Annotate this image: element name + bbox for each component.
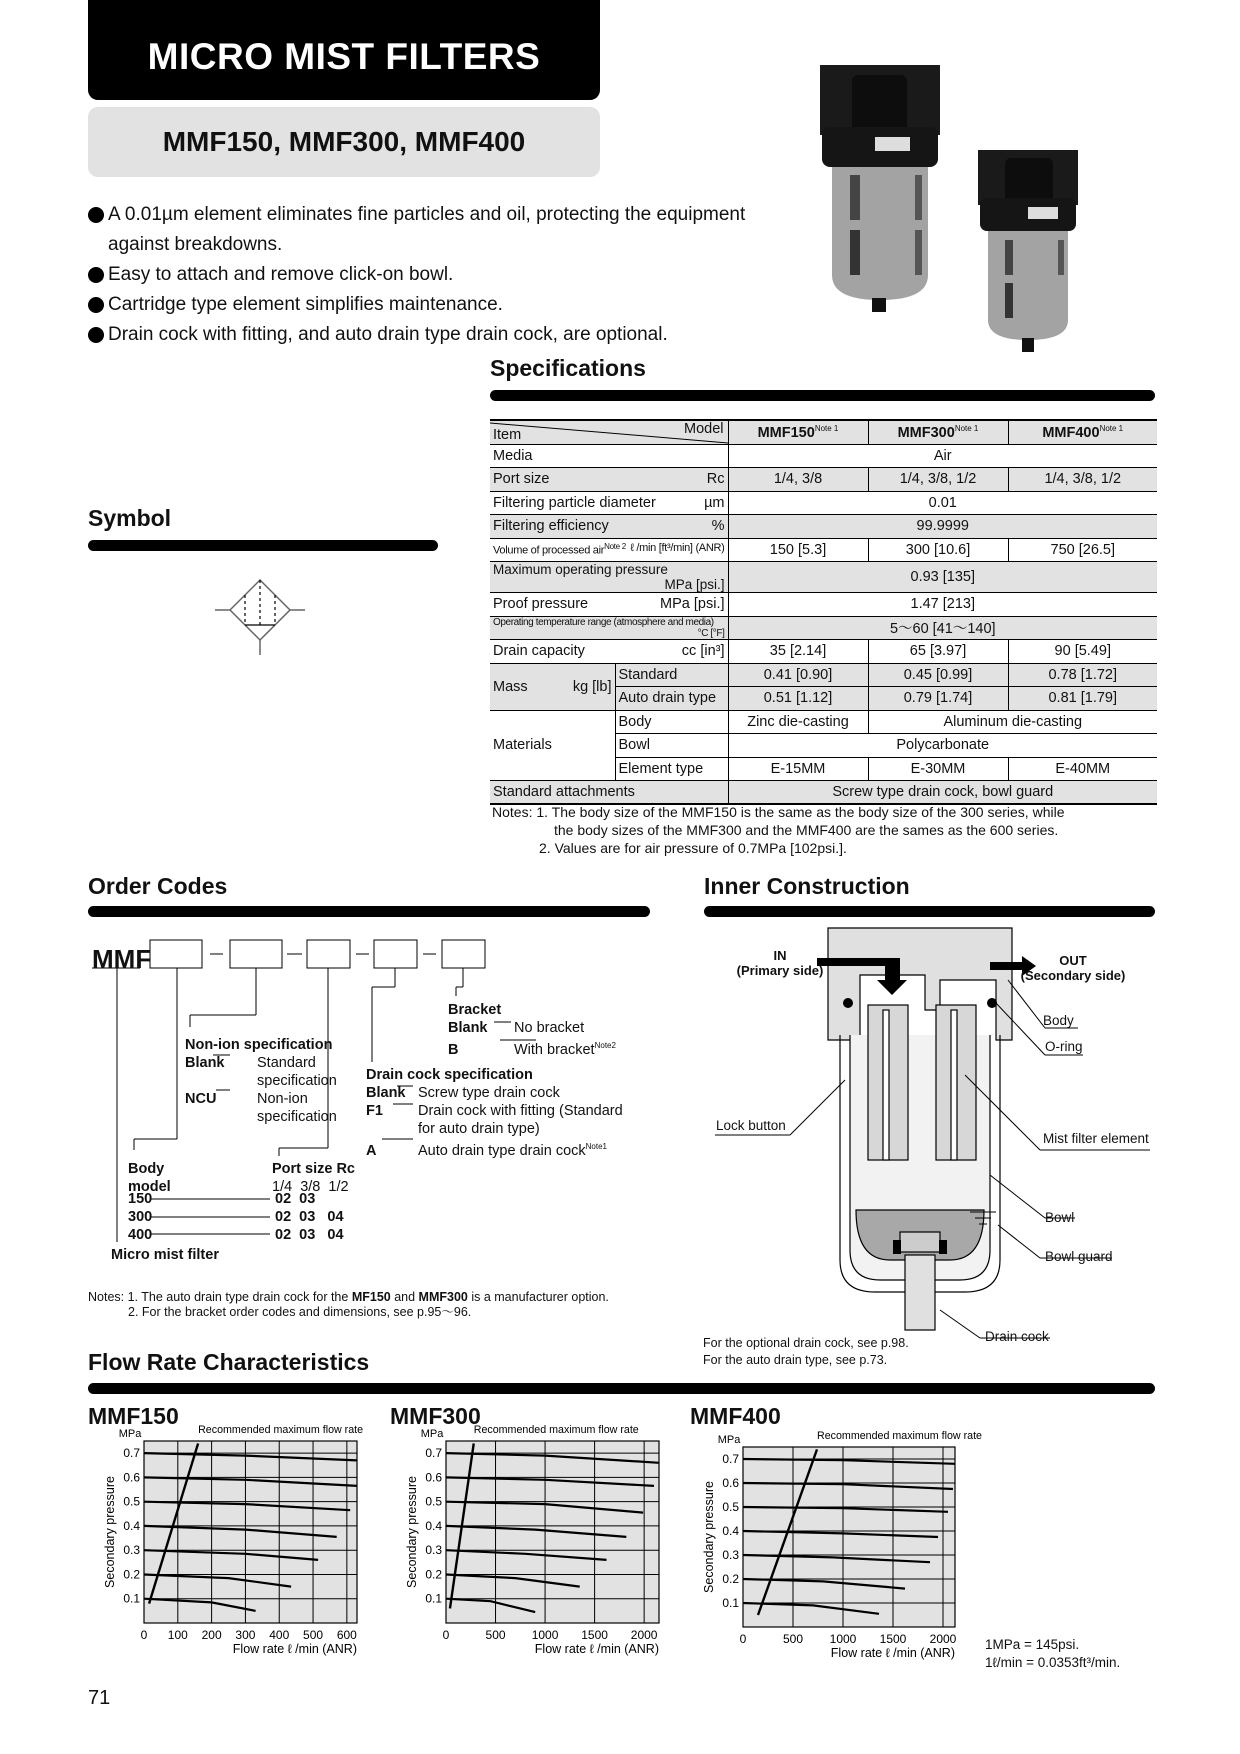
chart-title-mmf150: MMF150	[88, 1403, 179, 1429]
svg-text:0.7: 0.7	[123, 1446, 140, 1461]
item-header: Item	[493, 426, 522, 443]
table-row: Proof pressure MPa [psi.] 1.47 [213]	[490, 593, 1157, 617]
svg-text:1000: 1000	[531, 1628, 559, 1642]
feature-item: Drain cock with fitting, and auto drain type drain cock, are optional.	[88, 320, 788, 350]
order-code-prefix: MMF	[92, 944, 152, 974]
svg-text:Recommended maximum flow rate: Recommended maximum flow rate	[817, 1430, 982, 1442]
specifications-heading: Specifications	[490, 355, 646, 381]
svg-text:Secondary pressure: Secondary pressure	[702, 1481, 716, 1593]
svg-text:Flow rate ℓ /min (ANR): Flow rate ℓ /min (ANR)	[232, 1642, 357, 1656]
section-divider	[88, 1383, 1155, 1394]
svg-text:500: 500	[782, 1632, 804, 1646]
svg-text:0.2: 0.2	[123, 1567, 140, 1582]
table-row: Standard attachments Screw type drain cock, bowl guard	[490, 781, 1157, 805]
label-bowl-guard: Bowl guard	[1045, 1249, 1113, 1264]
svg-text:0.5: 0.5	[123, 1494, 140, 1509]
table-row: Filtering particle diameter µm 0.01	[490, 491, 1157, 515]
svg-text:0.6: 0.6	[722, 1476, 739, 1490]
label-lock-button: Lock button	[716, 1118, 786, 1133]
svg-text:0: 0	[739, 1632, 747, 1646]
svg-text:2000: 2000	[929, 1632, 957, 1646]
svg-text:0.6: 0.6	[425, 1470, 442, 1485]
table-row: Maximum operating pressure MPa [psi.] 0.93 [135]	[490, 562, 1157, 593]
chart-title-mmf300: MMF300	[390, 1403, 481, 1429]
table-row: Mass kg [lb] Standard 0.41 [0.90] 0.45 [0.99] 0.78 [1.72]	[490, 663, 1157, 687]
flow-rate-chart-mmf400	[690, 1417, 1020, 1677]
svg-text:0.6: 0.6	[123, 1470, 140, 1485]
svg-text:0.7: 0.7	[722, 1452, 739, 1466]
svg-text:0.5: 0.5	[425, 1494, 442, 1509]
model-header: Model	[684, 421, 724, 437]
feature-list	[88, 200, 788, 350]
order-codes-heading: Order Codes	[88, 873, 228, 899]
svg-text:0: 0	[442, 1628, 450, 1642]
table-row: Bowl Polycarbonate	[490, 734, 1157, 758]
specifications-table	[490, 419, 1157, 805]
table-row: Operating temperature range (atmosphere and media) °C [°F] 5～60 [41～140]	[490, 616, 1157, 640]
feature-item: Easy to attach and remove click-on bowl.	[88, 260, 788, 290]
label-body: Body	[1043, 1013, 1074, 1028]
flow-rate-chart-mmf150	[80, 1411, 410, 1671]
svg-text:0.2: 0.2	[425, 1567, 442, 1582]
in-label: IN (Primary side)	[736, 948, 824, 978]
out-label: OUT (Secondary side)	[1020, 953, 1126, 983]
flow-rate-chart-mmf300	[390, 1411, 720, 1671]
model-col-300: MMF300	[897, 424, 955, 441]
body-model-title: Body model	[128, 1161, 171, 1195]
table-row: Auto drain type 0.51 [1.12] 0.79 [1.74] 0.81 [1.79]	[490, 687, 1157, 711]
page-number: 71	[88, 1687, 111, 1709]
svg-text:MPa: MPa	[420, 1428, 444, 1440]
table-row: Materials Body Zinc die-casting Aluminum die-casting	[490, 710, 1157, 734]
model-col-400: MMF400	[1042, 424, 1100, 441]
svg-text:0.3: 0.3	[425, 1543, 442, 1558]
spec-notes: Notes: 1. The body size of the MMF150 is the same as the body size of the 300 series, while the body sizes of the MMF300 and the MMF400 are the sames as the 600 series. 2. Values are for air pressure of 0.7MPa [102psi.].	[492, 804, 1065, 856]
svg-text:1500: 1500	[879, 1632, 907, 1646]
svg-text:0.4: 0.4	[425, 1518, 442, 1533]
inner-construction-notes: For the optional drain cock, see p.98. For the auto drain type, see p.73.	[703, 1336, 909, 1367]
table-row: Drain capacity cc [in³] 35 [2.14] 65 [3.97] 90 [5.49]	[490, 640, 1157, 664]
inner-construction-heading: Inner Construction	[704, 873, 910, 899]
svg-text:0.1: 0.1	[722, 1596, 739, 1610]
feature-item: A 0.01µm element eliminates fine particles and oil, protecting the equipment against breakdowns.	[88, 200, 778, 260]
filter-symbol-icon	[215, 575, 305, 655]
section-divider	[704, 906, 1155, 917]
symbol-heading: Symbol	[88, 505, 172, 531]
body-model-rows: 150 02 03 300 02 03 04 400 02 03 04	[128, 1191, 344, 1243]
micro-mist-filter-label: Micro mist filter	[111, 1247, 219, 1263]
svg-text:300: 300	[235, 1628, 256, 1642]
label-o-ring: O-ring	[1045, 1039, 1083, 1054]
svg-text:Flow rate ℓ /min (ANR): Flow rate ℓ /min (ANR)	[830, 1646, 955, 1660]
svg-text:2000: 2000	[630, 1628, 658, 1642]
table-row: Volume of processed air$^{Note 2}$ ℓ /min [ft³/min] (ANR) 150 [5.3] 300 [10.6] 750 [26.5]	[490, 538, 1157, 562]
svg-text:Flow rate ℓ /min (ANR): Flow rate ℓ /min (ANR)	[534, 1642, 659, 1656]
flow-rate-heading: Flow Rate Characteristics	[88, 1349, 370, 1375]
label-mist-filter-element: Mist filter element	[1043, 1131, 1149, 1146]
svg-text:1000: 1000	[829, 1632, 857, 1646]
port-size-title: Port size Rc 1/4 3/8 1/2	[272, 1161, 355, 1195]
product-photo	[800, 55, 1100, 365]
section-divider	[490, 390, 1155, 401]
drain-cock-options: Drain cock specification Blank Screw type drain cock F1 Drain cock with fitting (Standard for auto drain type) A Auto drain type drain cock$^{Note1}$	[366, 1067, 623, 1159]
table-row: Media Air	[490, 444, 1157, 468]
svg-text:500: 500	[485, 1628, 506, 1642]
svg-text:0.3: 0.3	[123, 1543, 140, 1558]
label-drain-cock: Drain cock	[985, 1329, 1049, 1344]
svg-text:0.2: 0.2	[722, 1572, 739, 1586]
svg-text:0.1: 0.1	[123, 1591, 140, 1606]
svg-text:0.1: 0.1	[425, 1591, 442, 1606]
svg-text:0.4: 0.4	[123, 1518, 140, 1533]
svg-text:0.3: 0.3	[722, 1548, 739, 1562]
feature-item: Cartridge type element simplifies maintenance.	[88, 290, 788, 320]
model-col-150: MMF150	[757, 424, 815, 441]
svg-text:500: 500	[303, 1628, 324, 1642]
svg-text:400: 400	[269, 1628, 290, 1642]
svg-text:200: 200	[201, 1628, 222, 1642]
svg-text:1500: 1500	[581, 1628, 608, 1642]
table-row: Filtering efficiency % 99.9999	[490, 515, 1157, 539]
chart-title-mmf400: MMF400	[690, 1403, 781, 1429]
svg-text:0.5: 0.5	[722, 1500, 739, 1514]
svg-text:Recommended maximum flow rate: Recommended maximum flow rate	[198, 1424, 364, 1436]
bracket-options: Bracket Blank No bracket B With bracket$^{Note2}$	[448, 1002, 616, 1058]
section-divider	[88, 906, 650, 917]
svg-text:0.4: 0.4	[722, 1524, 739, 1538]
page-title: MICRO MIST FILTERS	[88, 0, 600, 100]
unit-conversions: 1MPa = 145psi. 1ℓ/min = 0.0353ft³/min.	[985, 1637, 1121, 1670]
svg-text:0: 0	[140, 1628, 148, 1642]
svg-text:MPa: MPa	[717, 1434, 741, 1446]
svg-text:Recommended maximum flow rate: Recommended maximum flow rate	[473, 1424, 639, 1436]
svg-text:MPa: MPa	[118, 1428, 142, 1440]
svg-text:600: 600	[336, 1628, 357, 1642]
non-ion-options: Non-ion specification Blank Standard specification NCU Non-ion specification	[185, 1037, 337, 1125]
svg-text:Secondary pressure: Secondary pressure	[103, 1476, 117, 1588]
table-header-row: Item Model $MMF150^{Note 1}$ $MMF300^{Note 1}$ $MMF400^{Note 1}$	[490, 420, 1157, 444]
svg-text:Secondary pressure: Secondary pressure	[405, 1476, 419, 1588]
label-bowl: Bowl	[1045, 1210, 1075, 1225]
order-code-notes: Notes: 1. The auto drain type drain cock for the MF150 and MMF300 is a manufacturer option. 2. For the bracket order codes and dimensions, see p.95～96.	[88, 1290, 609, 1319]
model-subtitle: MMF150, MMF300, MMF400	[88, 107, 600, 177]
svg-text:0.7: 0.7	[425, 1446, 442, 1461]
svg-text:100: 100	[167, 1628, 188, 1642]
table-row: Element type E-15MM E-30MM E-40MM	[490, 757, 1157, 781]
section-divider	[88, 540, 438, 551]
table-row: Port size Rc 1/4, 3/8 1/4, 3/8, 1/2 1/4, 3/8, 1/2	[490, 468, 1157, 492]
